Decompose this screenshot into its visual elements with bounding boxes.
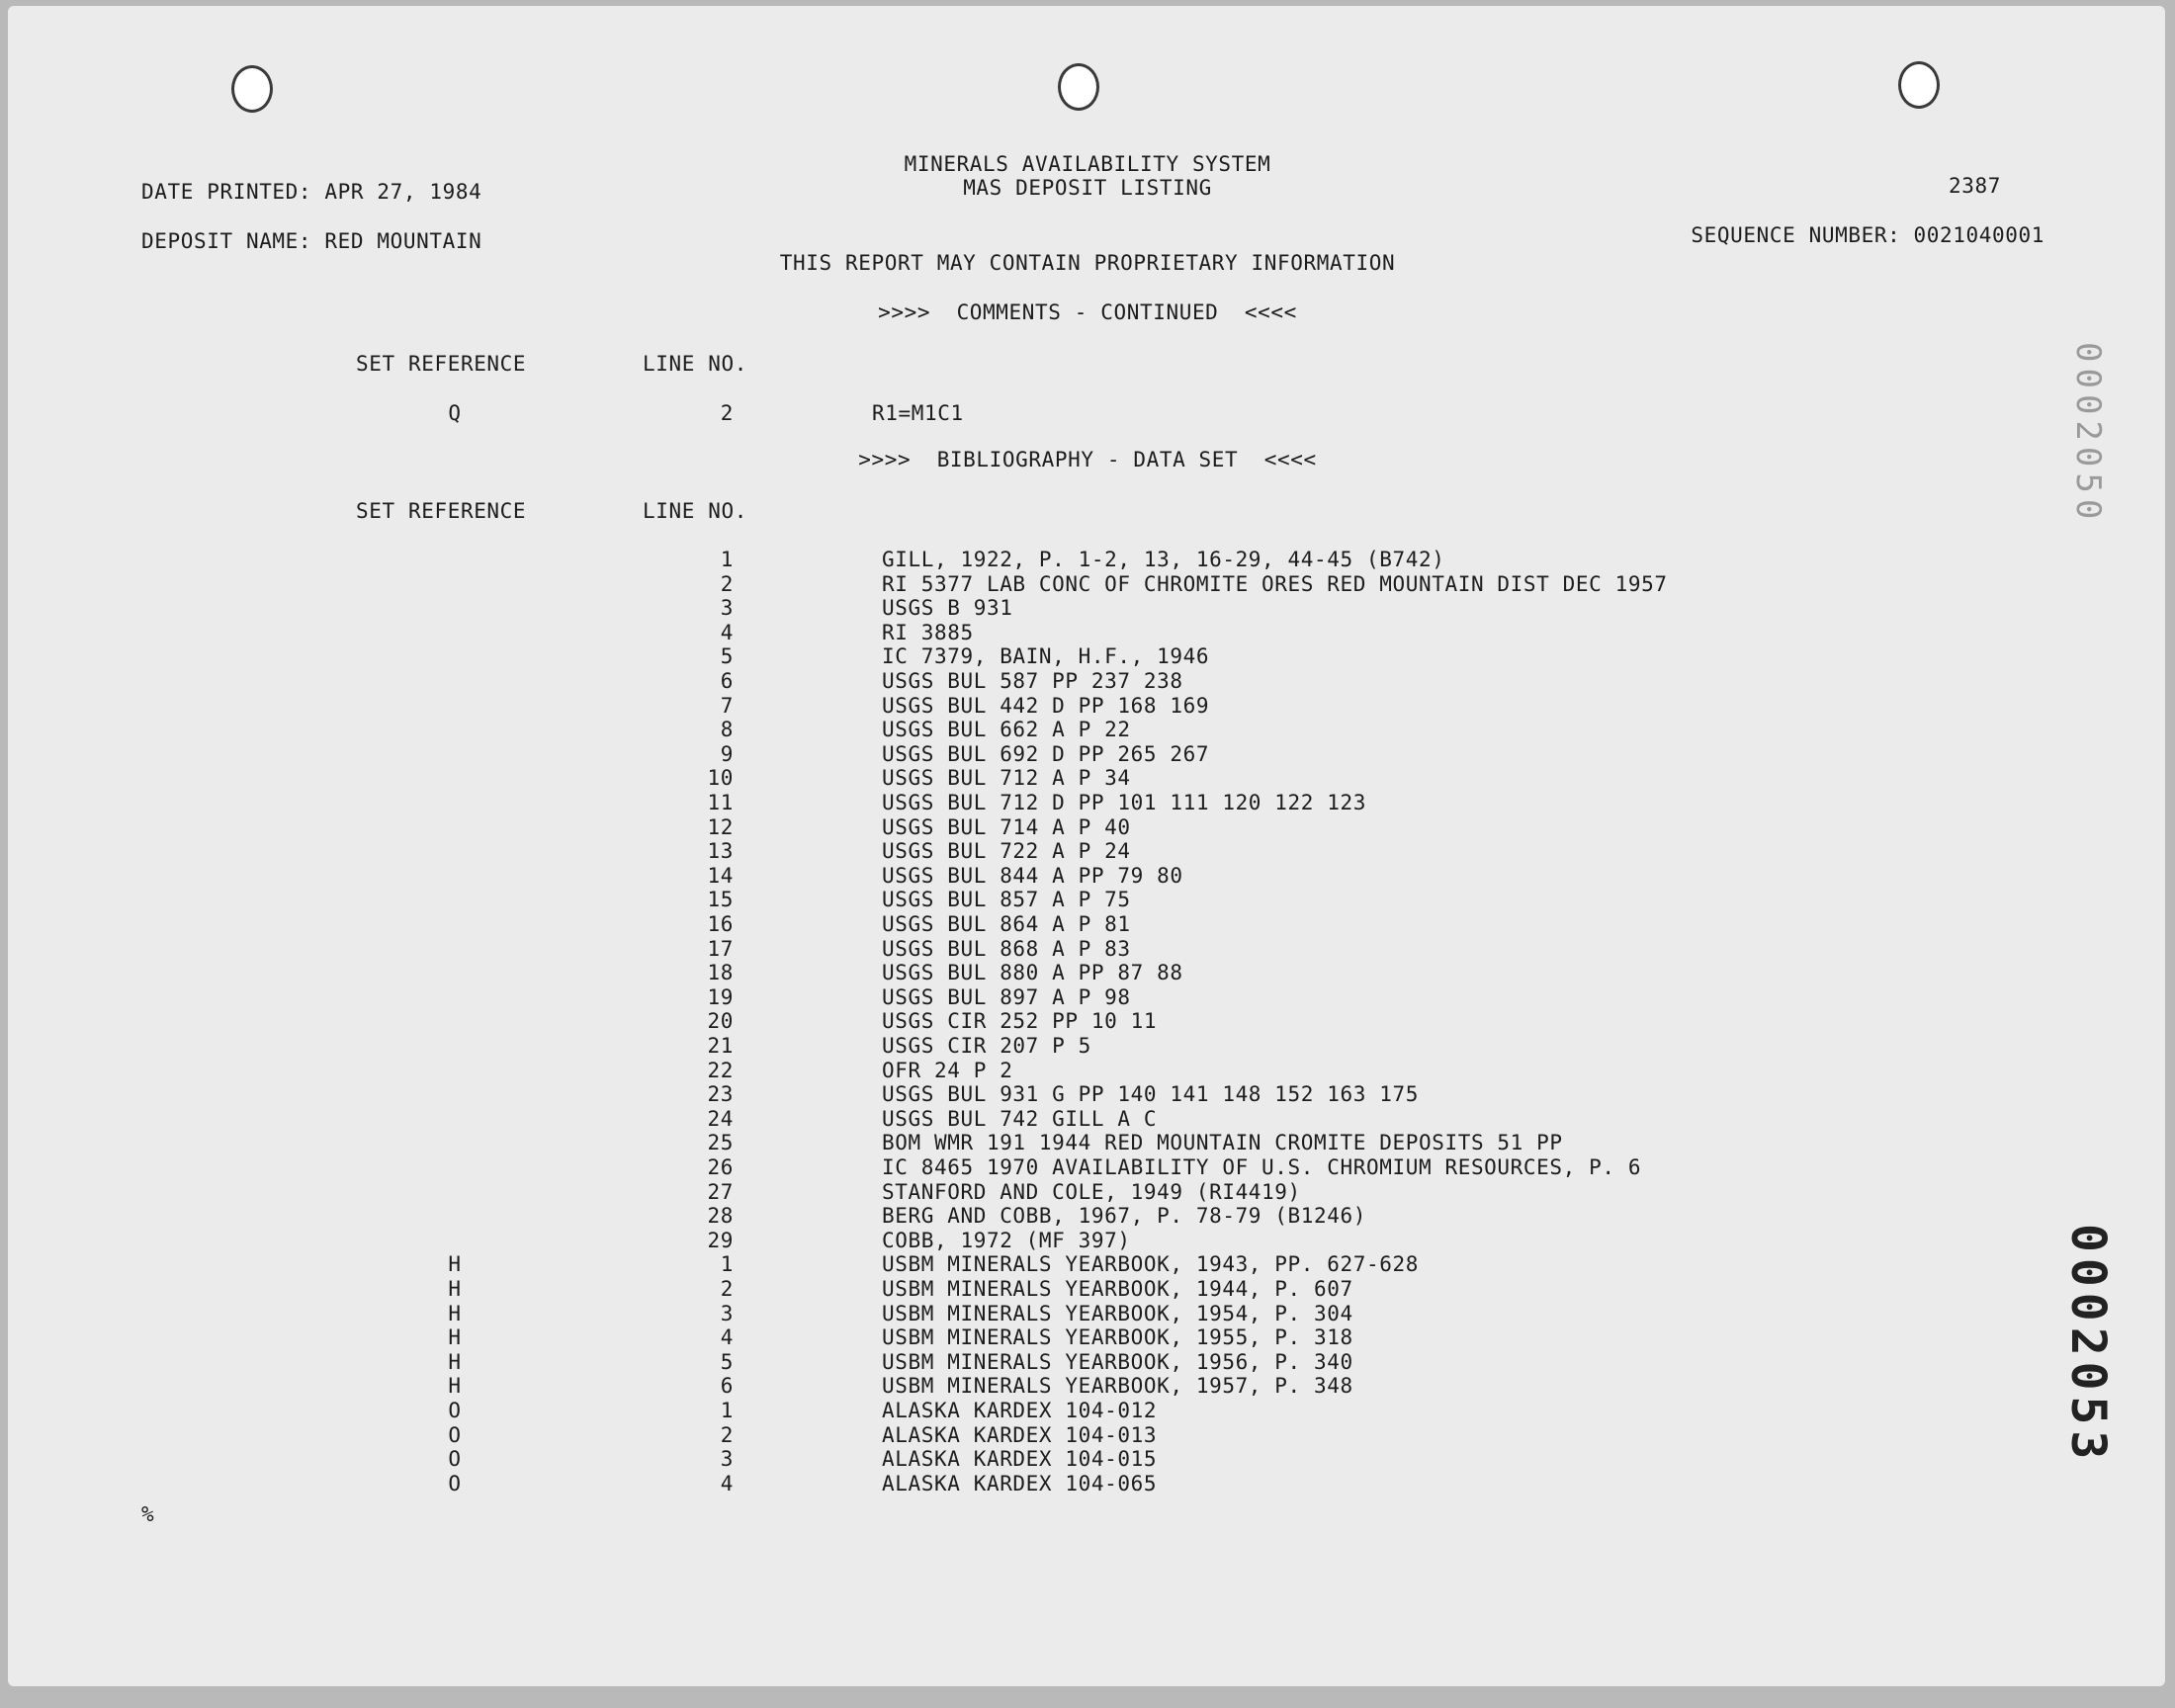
bibliography-line-no: 24	[707, 1107, 734, 1131]
frame-number-stamp: 0002053	[2060, 1224, 2116, 1466]
bibliography-line-no: 3	[720, 1447, 734, 1471]
bibliography-line-no: 4	[720, 621, 734, 644]
bibliography-citation: USGS BUL 844 A PP 79 80	[882, 864, 1183, 888]
bibliography-citation: OFR 24 P 2	[882, 1059, 1013, 1082]
bibliography-line-no: 6	[720, 1374, 734, 1398]
footer-mark: %	[141, 1502, 155, 1526]
bibliography-line-no: 20	[707, 1009, 734, 1033]
comment-text: R1=M1C1	[872, 401, 964, 425]
bibliography-citation: USGS BUL 712 A P 34	[882, 766, 1131, 790]
bibliography-line-no: 1	[720, 1252, 734, 1276]
bibliography-citation: USBM MINERALS YEARBOOK, 1957, P. 348	[882, 1374, 1353, 1398]
bibliography-citation: BERG AND COBB, 1967, P. 78-79 (B1246)	[882, 1204, 1366, 1228]
comments-line-no-header: LINE NO.	[643, 352, 747, 376]
bibliography-citation: ALASKA KARDEX 104-013	[882, 1423, 1158, 1447]
bibliography-set-reference: O	[448, 1472, 462, 1495]
bibliography-set-reference: H	[448, 1325, 462, 1349]
bibliography-citation: USGS CIR 252 PP 10 11	[882, 1009, 1158, 1033]
bibliography-section-heading: >>>> BIBLIOGRAPHY - DATA SET <<<<	[858, 448, 1317, 471]
bibliography-citation: USGS BUL 587 PP 237 238	[882, 669, 1183, 693]
bibliography-line-no: 4	[720, 1325, 734, 1349]
sequence-number: SEQUENCE NUMBER: 0021040001	[1691, 223, 2044, 247]
bibliography-citation: COBB, 1972 (MF 397)	[882, 1229, 1131, 1252]
bibliography-citation: ALASKA KARDEX 104-065	[882, 1472, 1158, 1495]
bibliography-line-no: 21	[707, 1034, 734, 1058]
bibliography-citation: USGS BUL 868 A P 83	[882, 937, 1131, 961]
bibliography-citation: USGS BUL 864 A P 81	[882, 912, 1131, 936]
bibliography-set-reference: O	[448, 1447, 462, 1471]
bibliography-citation: IC 8465 1970 AVAILABILITY OF U.S. CHROMIUM RESOURCES, P. 6	[882, 1155, 1642, 1179]
bibliography-line-no: 11	[707, 791, 734, 814]
bibliography-citation: USGS BUL 931 G PP 140 141 148 152 163 175	[882, 1082, 1419, 1106]
bibliography-citation: RI 3885	[882, 621, 974, 644]
comments-set-reference-header: SET REFERENCE	[356, 352, 527, 376]
bibliography-citation: ALASKA KARDEX 104-015	[882, 1447, 1158, 1471]
bibliography-line-no: 12	[707, 815, 734, 839]
bibliography-line-no: 14	[707, 864, 734, 888]
bibliography-line-no: 18	[707, 961, 734, 984]
bibliography-line-no: 23	[707, 1082, 734, 1106]
bibliography-citation: USGS BUL 442 D PP 168 169	[882, 694, 1210, 718]
bibliography-line-no: 3	[720, 596, 734, 620]
bibliography-citation: ALASKA KARDEX 104-012	[882, 1399, 1158, 1422]
bibliography-line-no-header: LINE NO.	[643, 499, 747, 523]
bibliography-citation: USGS BUL 712 D PP 101 111 120 122 123	[882, 791, 1366, 814]
bibliography-set-reference: H	[448, 1302, 462, 1325]
bibliography-line-no: 15	[707, 888, 734, 911]
bibliography-line-no: 1	[720, 1399, 734, 1422]
bibliography-citation: USGS B 931	[882, 596, 1013, 620]
bibliography-line-no: 27	[707, 1180, 734, 1204]
bibliography-line-no: 2	[720, 1277, 734, 1301]
bibliography-citation: BOM WMR 191 1944 RED MOUNTAIN CROMITE DEPOSITS 51 PP	[882, 1131, 1563, 1154]
bibliography-line-no: 2	[720, 572, 734, 596]
comments-section-heading: >>>> COMMENTS - CONTINUED <<<<	[878, 300, 1297, 324]
bibliography-citation: USGS BUL 714 A P 40	[882, 815, 1131, 839]
comment-set-reference: Q	[448, 401, 462, 425]
punch-hole-center	[1058, 63, 1099, 111]
bibliography-set-reference: O	[448, 1399, 462, 1422]
proprietary-notice: THIS REPORT MAY CONTAIN PROPRIETARY INFORMATION	[779, 251, 1396, 275]
bibliography-citation: USBM MINERALS YEARBOOK, 1955, P. 318	[882, 1325, 1353, 1349]
bibliography-citation: USGS BUL 722 A P 24	[882, 839, 1131, 863]
bibliography-line-no: 7	[720, 694, 734, 718]
faint-frame-stamp: 0002050	[2068, 342, 2108, 526]
bibliography-line-no: 5	[720, 644, 734, 668]
bibliography-citation: GILL, 1922, P. 1-2, 13, 16-29, 44-45 (B742)	[882, 548, 1445, 571]
bibliography-citation: USGS BUL 897 A P 98	[882, 985, 1131, 1009]
bibliography-citation: USBM MINERALS YEARBOOK, 1956, P. 340	[882, 1350, 1353, 1374]
bibliography-line-no: 2	[720, 1423, 734, 1447]
bibliography-set-reference: H	[448, 1350, 462, 1374]
bibliography-line-no: 26	[707, 1155, 734, 1179]
report-title: MAS DEPOSIT LISTING	[963, 176, 1212, 200]
bibliography-line-no: 16	[707, 912, 734, 936]
bibliography-line-no: 13	[707, 839, 734, 863]
bibliography-line-no: 25	[707, 1131, 734, 1154]
bibliography-citation: STANFORD AND COLE, 1949 (RI4419)	[882, 1180, 1301, 1204]
bibliography-citation: USBM MINERALS YEARBOOK, 1943, PP. 627-628	[882, 1252, 1419, 1276]
bibliography-line-no: 4	[720, 1472, 734, 1495]
bibliography-line-no: 17	[707, 937, 734, 961]
bibliography-line-no: 9	[720, 742, 734, 766]
bibliography-line-no: 22	[707, 1059, 734, 1082]
bibliography-line-no: 6	[720, 669, 734, 693]
comment-line-no: 2	[720, 401, 734, 425]
punch-hole-left	[231, 65, 273, 113]
bibliography-set-reference-header: SET REFERENCE	[356, 499, 527, 523]
deposit-name: DEPOSIT NAME: RED MOUNTAIN	[141, 229, 482, 253]
bibliography-citation: USBM MINERALS YEARBOOK, 1954, P. 304	[882, 1302, 1353, 1325]
bibliography-line-no: 29	[707, 1229, 734, 1252]
bibliography-set-reference: H	[448, 1277, 462, 1301]
bibliography-citation: IC 7379, BAIN, H.F., 1946	[882, 644, 1210, 668]
bibliography-citation: USGS BUL 742 GILL A C	[882, 1107, 1158, 1131]
system-title: MINERALS AVAILABILITY SYSTEM	[904, 152, 1271, 176]
bibliography-line-no: 10	[707, 766, 734, 790]
bibliography-citation: USGS CIR 207 P 5	[882, 1034, 1091, 1058]
bibliography-citation: USGS BUL 880 A PP 87 88	[882, 961, 1183, 984]
bibliography-line-no: 5	[720, 1350, 734, 1374]
date-printed: DATE PRINTED: APR 27, 1984	[141, 180, 482, 204]
bibliography-citation: USGS BUL 692 D PP 265 267	[882, 742, 1210, 766]
bibliography-citation: USBM MINERALS YEARBOOK, 1944, P. 607	[882, 1277, 1353, 1301]
bibliography-line-no: 8	[720, 718, 734, 741]
bibliography-citation: USGS BUL 857 A P 75	[882, 888, 1131, 911]
bibliography-set-reference: H	[448, 1374, 462, 1398]
punch-hole-right	[1898, 61, 1940, 109]
bibliography-line-no: 19	[707, 985, 734, 1009]
bibliography-set-reference: O	[448, 1423, 462, 1447]
bibliography-citation: USGS BUL 662 A P 22	[882, 718, 1131, 741]
page-number: 2387	[1949, 174, 2001, 198]
bibliography-line-no: 1	[720, 548, 734, 571]
bibliography-set-reference: H	[448, 1252, 462, 1276]
bibliography-line-no: 3	[720, 1302, 734, 1325]
printout-page	[8, 6, 2165, 1686]
bibliography-line-no: 28	[707, 1204, 734, 1228]
bibliography-citation: RI 5377 LAB CONC OF CHROMITE ORES RED MOUNTAIN DIST DEC 1957	[882, 572, 1668, 596]
